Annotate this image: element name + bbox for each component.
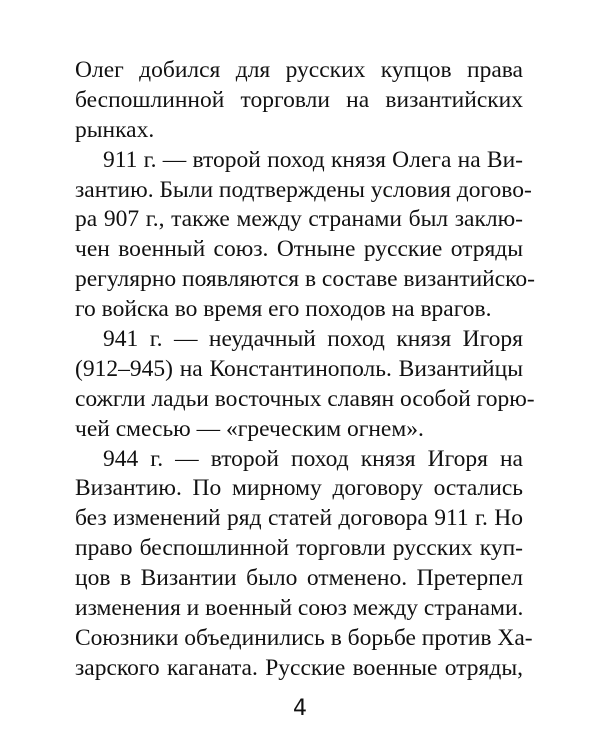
text-line: изменения и военный союз между странами.: [75, 595, 524, 622]
text-line: го войска во время его походов на врагов.: [75, 296, 492, 323]
text-line: 941 г. — неудачный поход князя Игоря: [103, 326, 523, 353]
text-line: право беспошлинной торговли русских куп-: [75, 535, 523, 562]
text-line: цов в Византии было отменено. Претерпел: [75, 565, 523, 592]
text-line: 911 г. — второй поход князя Олега на Ви-: [103, 146, 523, 173]
text-line: ра 907 г., также между странами был заклю-: [75, 206, 523, 233]
text-line: 944 г. — второй поход князя Игоря на: [103, 445, 523, 472]
text-line: Византию. По мирному договору остались: [75, 475, 523, 502]
text-line: Союзники объединились в борьбе против Ха-: [75, 624, 533, 651]
body-text: [75, 56, 535, 684]
text-line: без изменений ряд статей договора 911 г. Но: [75, 505, 523, 532]
text-line: чен военный союз. Отныне русские отряды: [75, 236, 523, 263]
text-line: зарского каганата. Русские военные отряды,: [75, 654, 523, 681]
text-line: зантию. Были подтверждены условия догово-: [75, 176, 532, 203]
text-line: Олег добился для русских купцов права: [75, 57, 523, 83]
text-line: регулярно появляются в составе византийско-: [75, 266, 535, 293]
text-line: рынках.: [75, 116, 155, 143]
page-number: 4: [293, 696, 307, 721]
text-line: чей смесью — «греческим огнем».: [75, 415, 424, 442]
text-line: беспошлинной торговли на византийских: [75, 86, 523, 113]
text-line: (912–945) на Константинополь. Византийцы: [75, 355, 523, 382]
text-line: сожгли ладьи восточных славян особой горю-: [75, 385, 535, 412]
